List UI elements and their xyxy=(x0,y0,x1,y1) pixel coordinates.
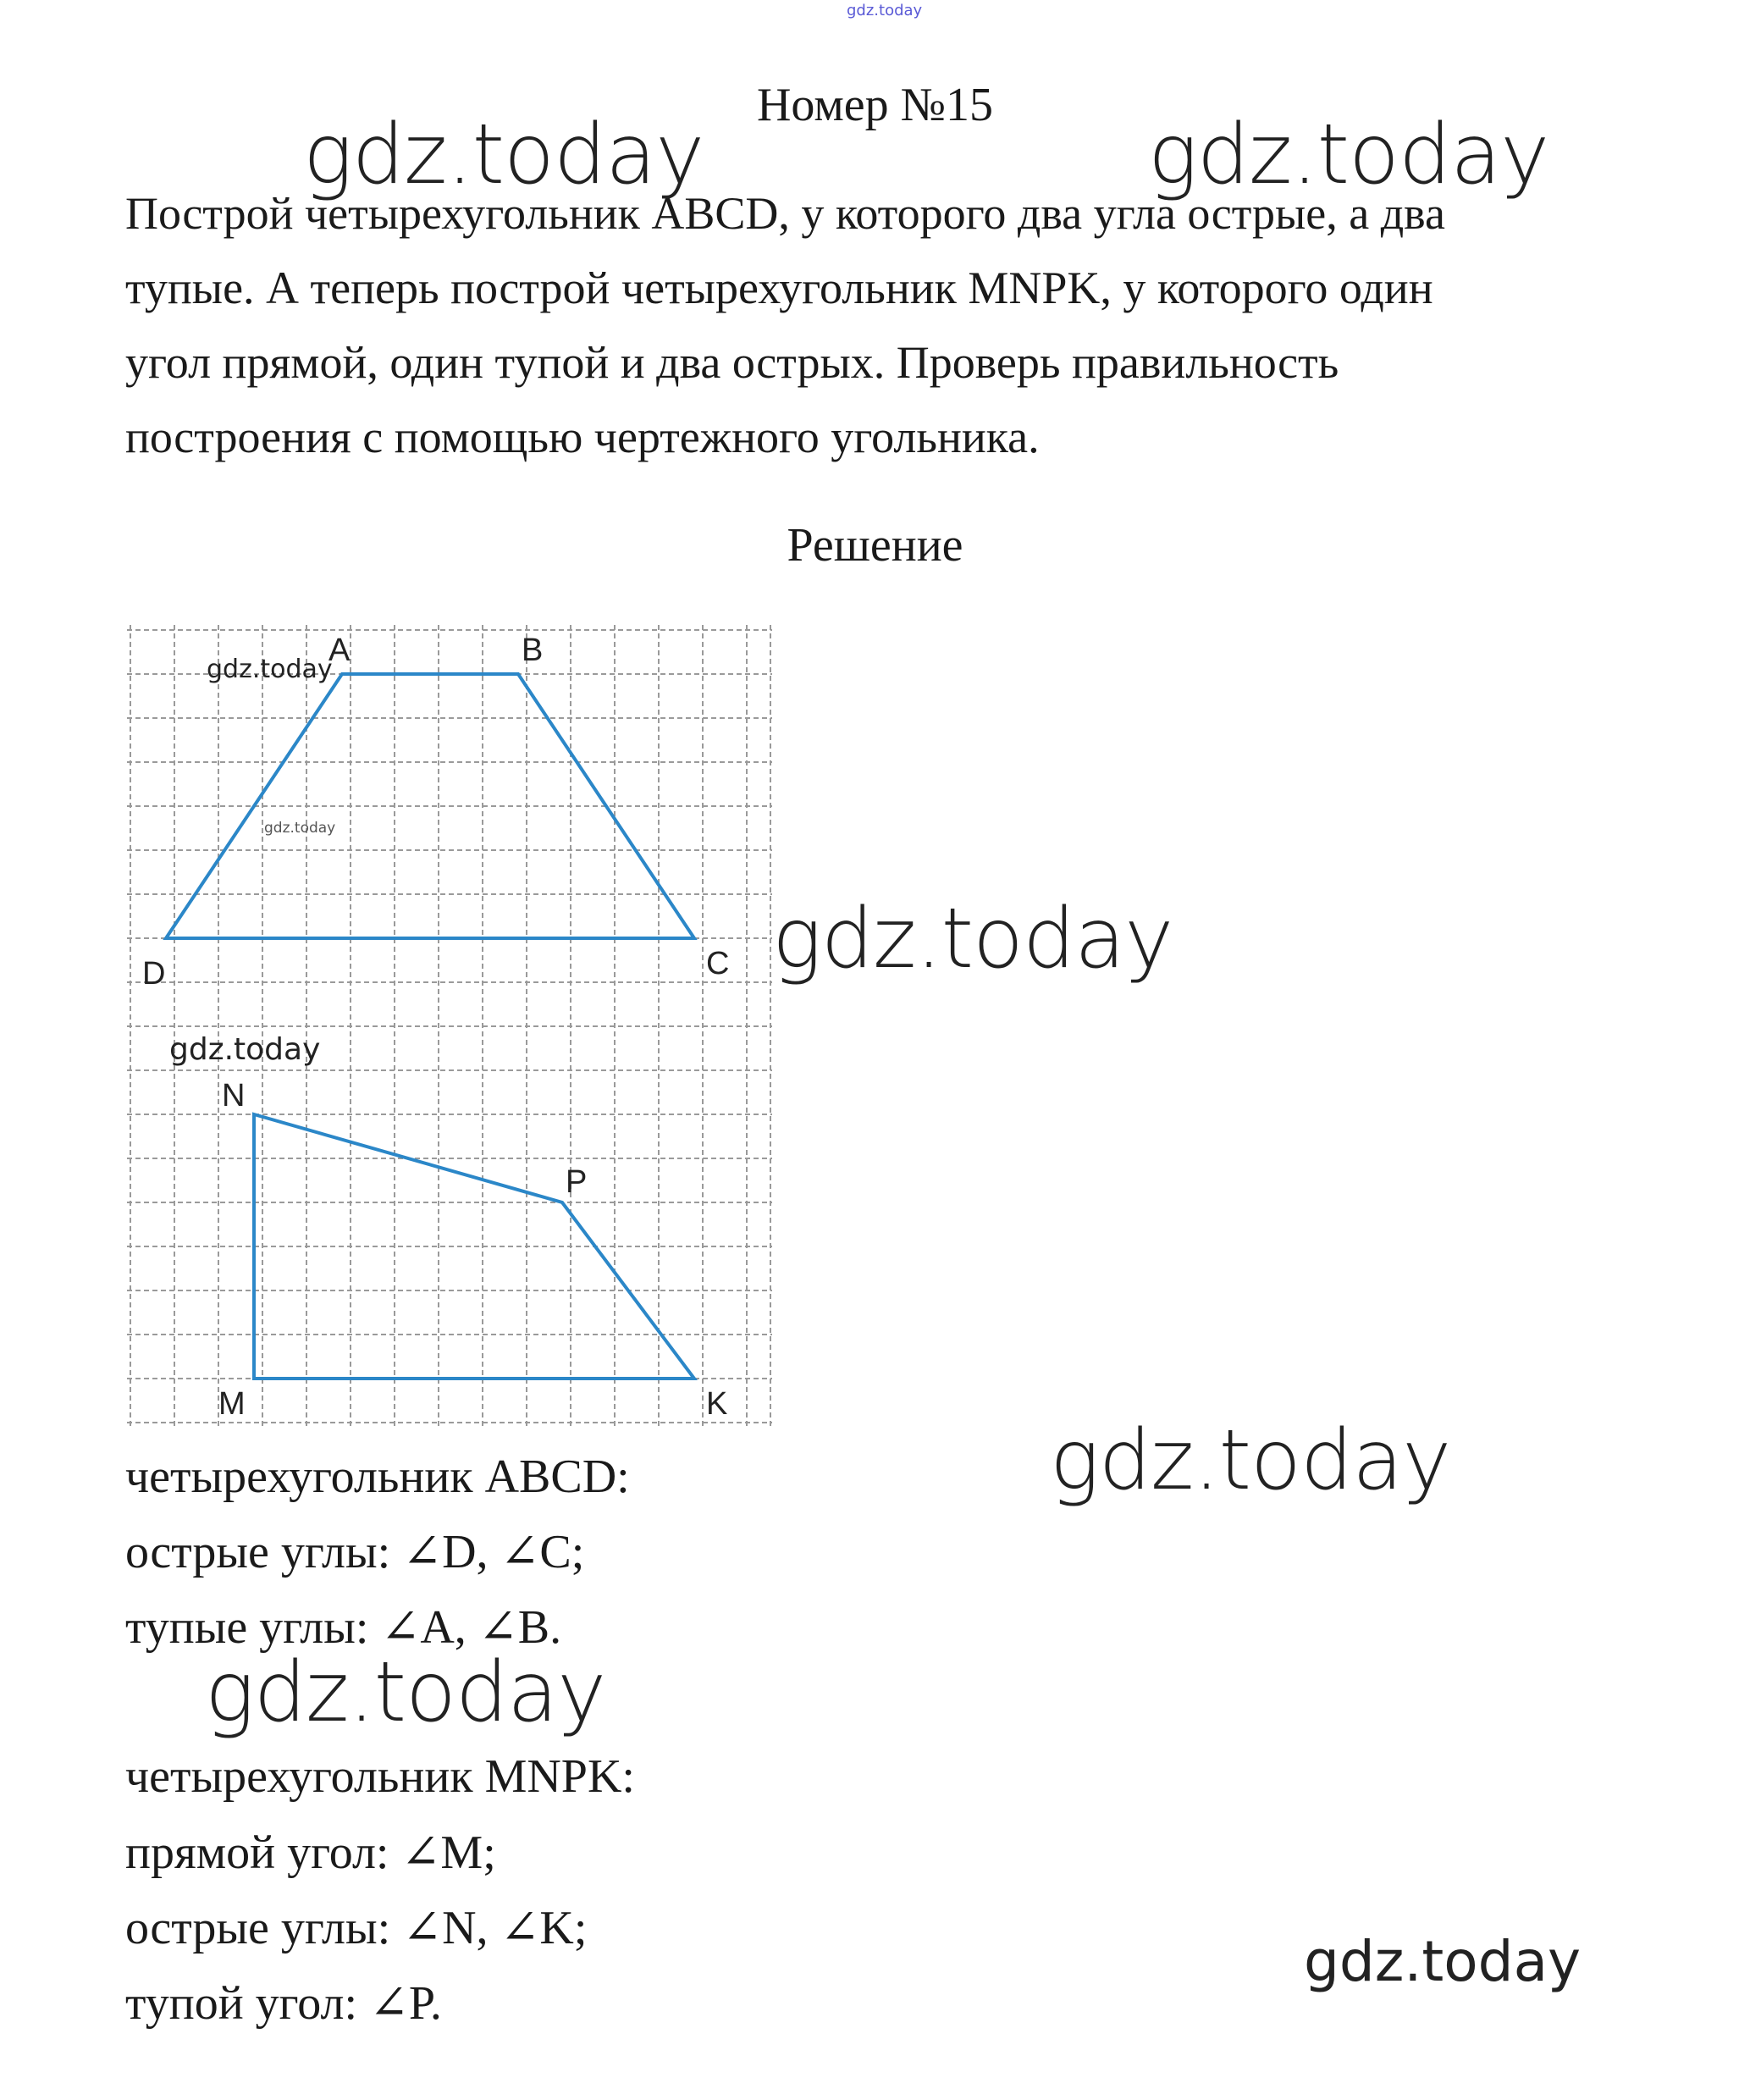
watermark: gdz.today xyxy=(303,107,704,203)
mnpk-acute: острые углы: ∠N, ∠K; xyxy=(125,1902,588,1954)
label-p: P xyxy=(566,1164,588,1200)
abcd-acute: острые углы: ∠D, ∠C; xyxy=(125,1526,585,1578)
watermark: gdz.today xyxy=(1050,1412,1451,1509)
label-b: B xyxy=(522,633,544,668)
mnpk-title: четырехугольник MNPK: xyxy=(125,1750,635,1803)
abcd-obtuse: тупые углы: ∠A, ∠B. xyxy=(125,1601,562,1654)
label-k: K xyxy=(706,1386,728,1422)
label-d: D xyxy=(142,956,166,992)
task-line: тупые. А теперь построй четырехугольник MNPK, у которого один xyxy=(125,262,1433,313)
grid xyxy=(127,625,772,1427)
label-n: N xyxy=(222,1078,246,1114)
watermark: gdz.today xyxy=(1148,107,1549,203)
abcd-title: четырехугольник ABCD: xyxy=(125,1451,630,1503)
label-c: C xyxy=(706,946,730,981)
label-m: M xyxy=(218,1386,246,1422)
watermark: gdz.today xyxy=(205,1644,606,1741)
mnpk-right: прямой угол: ∠M; xyxy=(125,1826,496,1879)
watermark: gdz.today xyxy=(169,1032,321,1067)
task-line: угол прямой, один тупой и два острых. Проверь правильность xyxy=(125,337,1339,388)
solution-heading: Решение xyxy=(787,519,963,572)
watermark: gdz.today xyxy=(772,891,1173,987)
watermark-top: gdz.today xyxy=(847,2,923,19)
task-line: Построй четырехугольник ABCD, у которого два угла острые, а два xyxy=(125,188,1445,239)
watermark: gdz.today xyxy=(207,655,333,684)
watermark: gdz.today xyxy=(264,820,336,837)
page-title: Номер №15 xyxy=(756,79,994,131)
watermark: gdz.today xyxy=(1304,1929,1582,1994)
mnpk-obtuse: тупой угол: ∠P. xyxy=(125,1977,442,2030)
label-a: A xyxy=(328,633,351,668)
task-line: построения с помощью чертежного угольника. xyxy=(125,412,1040,462)
